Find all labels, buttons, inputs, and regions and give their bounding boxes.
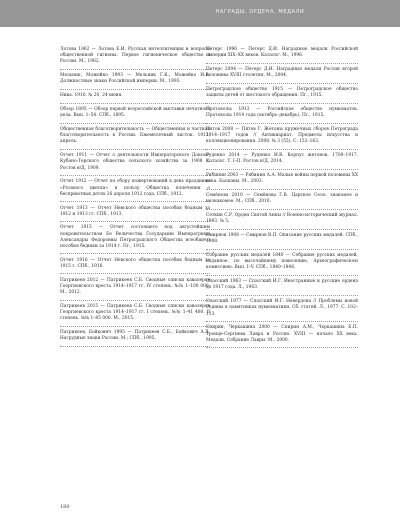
page-number: 180 xyxy=(60,504,70,510)
left-column xyxy=(60,47,210,350)
right-column xyxy=(206,47,358,352)
bibliography-entry-text: Нива. 1910. № 20, 24 июня. xyxy=(60,93,123,99)
bibliography-entry xyxy=(206,87,358,104)
bibliography-entry xyxy=(60,225,210,254)
bibliography-entry-text: Семёнова 2010 — Семёнова Г.В. Царское Село: знакомое и незнакомое. М.; СПб., 2010. xyxy=(206,193,358,205)
bibliography-entry xyxy=(206,253,358,276)
bibliography-entry xyxy=(206,213,358,230)
bibliography-entry xyxy=(60,258,210,275)
bibliography-entry xyxy=(60,278,210,301)
bibliography-entry-text: Патрикеев, Бойкович 1995 — Патрикеев С.Б., Бойкович А.Д. Нагрудные знаки России. М.; СПб., 1995. xyxy=(60,330,210,342)
bibliography-entry xyxy=(206,233,358,250)
bibliography-entry-text: Смирнов 1908 — Смирнов В.П. Описание русских медалей. СПб., 1908. xyxy=(206,233,358,245)
bibliography-entry-text: Петерс 1996 — Петерс Д.И. Наградные медали Российской империи XIX–XX веков. Каталог. М., 1996. xyxy=(206,47,358,59)
bibliography-entry-text: Мельник, Можейко 1993 — Мельник Г.К., Можейко И.В. Должностные знаки Российской империи. М., 1993. xyxy=(60,73,210,85)
bibliography-entry-text: Отчет 1912 — Отчет по сбору пожертвований в день праздника «Розового цветка» в пользу Общества попечения о бесприютных детях 26 апреля 1912 года. СПб., 1912. xyxy=(60,179,210,197)
bibliography-entry-text: Протоколы 1913 — Российское общество нумизматов. Протоколы 1914 года (октябрь–декабрь). Пг., 1915. xyxy=(206,106,358,119)
bibliography-entry-text: Спасский 1963 — Спасский И.Г. Иностранные и русские ордена до 1917 года. Л., 1963. xyxy=(206,279,358,291)
bibliography-entry-text: Сеткин С.Р. Орден Святой Анны // Военно-исторический журнал. 1993. № 5. xyxy=(206,213,358,225)
bibliography-entry xyxy=(206,67,358,84)
bibliography-entry xyxy=(60,304,210,327)
running-header-band xyxy=(0,0,400,27)
bibliography-entry xyxy=(206,193,358,210)
bibliography-entry-text: Лотова 1962 — Лотова Е.И. Русская интеллигенция и вопросы общественной гигиены. Первое гигиеническое общество в России. М., 1962. xyxy=(60,47,210,65)
bibliography-entry xyxy=(60,330,210,347)
bibliography-entry-text: Спирин, Черкашина 2000 — Спирин А.М., Черкашина Е.П. Троице-Сергиева Лавра и Россия. XVIII — начало XX века. Медали. Собрание Лавры. М., 2000. xyxy=(206,325,358,343)
bibliography-entry-text: Спасский 1977 — Спасский И.Г. Невердона // Проблемы новой Родины в памятниках нумизматики. Сб. статей. Л., 1977. С. 102–113. xyxy=(206,299,358,317)
bibliography-entry xyxy=(206,127,358,150)
bibliography-entry xyxy=(60,73,210,90)
bibliography-entry xyxy=(60,127,210,150)
bibliography-entry-text: Отчет 1911 — Отчет о деятельности Императорского Донско-Кубано-Терского общества сельского хозяйства за 1908 г. Ростов н/Д, 1909. xyxy=(60,153,210,171)
bibliography-entry xyxy=(206,325,358,348)
bibliography-entry-text: Петроградское общество 1915 — Петроградское общество защиты детей от жестокого обращения. Пг., 1915. xyxy=(206,86,358,99)
bibliography-entry-text: Пятов 2008 — Пятов Г. Жетоны кружечных сборов Петрограда 1914–1917 годов // Антиквариат. Предметы искусства и коллекционирования. 2008. № 3 (55). С. 152–163. xyxy=(206,126,358,145)
bibliography-entry xyxy=(206,107,358,124)
bibliography-entry-text: Патрикеев 2015 — Патрикеев С.Б. Сводные списки кавалеров Георгиевского креста 1914–1917 гг. I степень. №№ 1–41 480. II степень. №№ 1–85 000. М., 2015. xyxy=(60,304,210,322)
bibliography-entry xyxy=(60,107,210,124)
bibliography-entry-text: Рябинин 2003 — Рябинин А.А. Малые войны первой половины XX века. Балканы. М., 2003. xyxy=(206,173,358,185)
bibliography-entry-text: Собрание русских медалей 1840 — Собрание русских медалей, изданное, по высочайшему повелению, Археографическою комиссиею. Вып. I–V. СПб., 1840–1846. xyxy=(206,253,358,271)
bibliography-entry xyxy=(206,47,358,64)
bibliography-entry-text: Обзор 1895 — Обзор первой всероссийской выставки печатного дела. Вып. 1–54. СПб., 1895. xyxy=(60,106,210,119)
bibliography-entry xyxy=(60,179,210,202)
bibliography-entry xyxy=(206,173,358,190)
bibliography-entry-text: Отчет 1916 — Отчет Невского общества пособия бедным за 1915 г. СПб., 1916. xyxy=(60,257,210,270)
bibliography-entry-text: Патрикеев 2012 — Патрикеев С.Б. Сводные списки кавалеров Георгиевского креста 1914–1917 гг. IV степень. №№ 1–100 000. М., 2012. xyxy=(60,277,210,296)
bibliography-entry-text: Общественная благотворительность — Общественная и частная благотворительность в России. Ежемесячный листок. 1912, апрель. xyxy=(60,126,210,145)
bibliography-entry-text: Отчет 1915 — Отчет состоящего под августейшим покровительством Ее Величества Государыни Императрицы Александры Федоровны Петроградского Общества всеобщего пособия бедным за 1914 г. Пг., 1915. xyxy=(60,225,210,250)
bibliography-entry xyxy=(206,153,358,170)
bibliography-entry xyxy=(60,153,210,176)
bibliography-entry-text: Петерс 2004 — Петерс Д.И. Наградные медали России второй половины XVIII столетия. М., 2004. xyxy=(206,66,358,79)
bibliography-entry-text: Отчет 1913 — Отчет Невского общества пособия бедным за 1912 и 1913 гг. СПб., 1913. xyxy=(60,205,210,217)
bibliography-entry xyxy=(60,47,210,70)
bibliography-entry-text: Руденко 2014 — Руденко И.В. Корпус жетонов. 1700–1917. Каталог. Т. I–II. Ростов н/Д, 2014. xyxy=(206,153,358,165)
bibliography-entry xyxy=(206,279,358,296)
bibliography-entry xyxy=(60,93,210,103)
bibliography-entry xyxy=(60,206,210,223)
running-header-title: НАГРАДЫ, ОРДЕНА, МЕДАЛИ xyxy=(215,9,305,15)
bibliography-entry xyxy=(206,299,358,322)
